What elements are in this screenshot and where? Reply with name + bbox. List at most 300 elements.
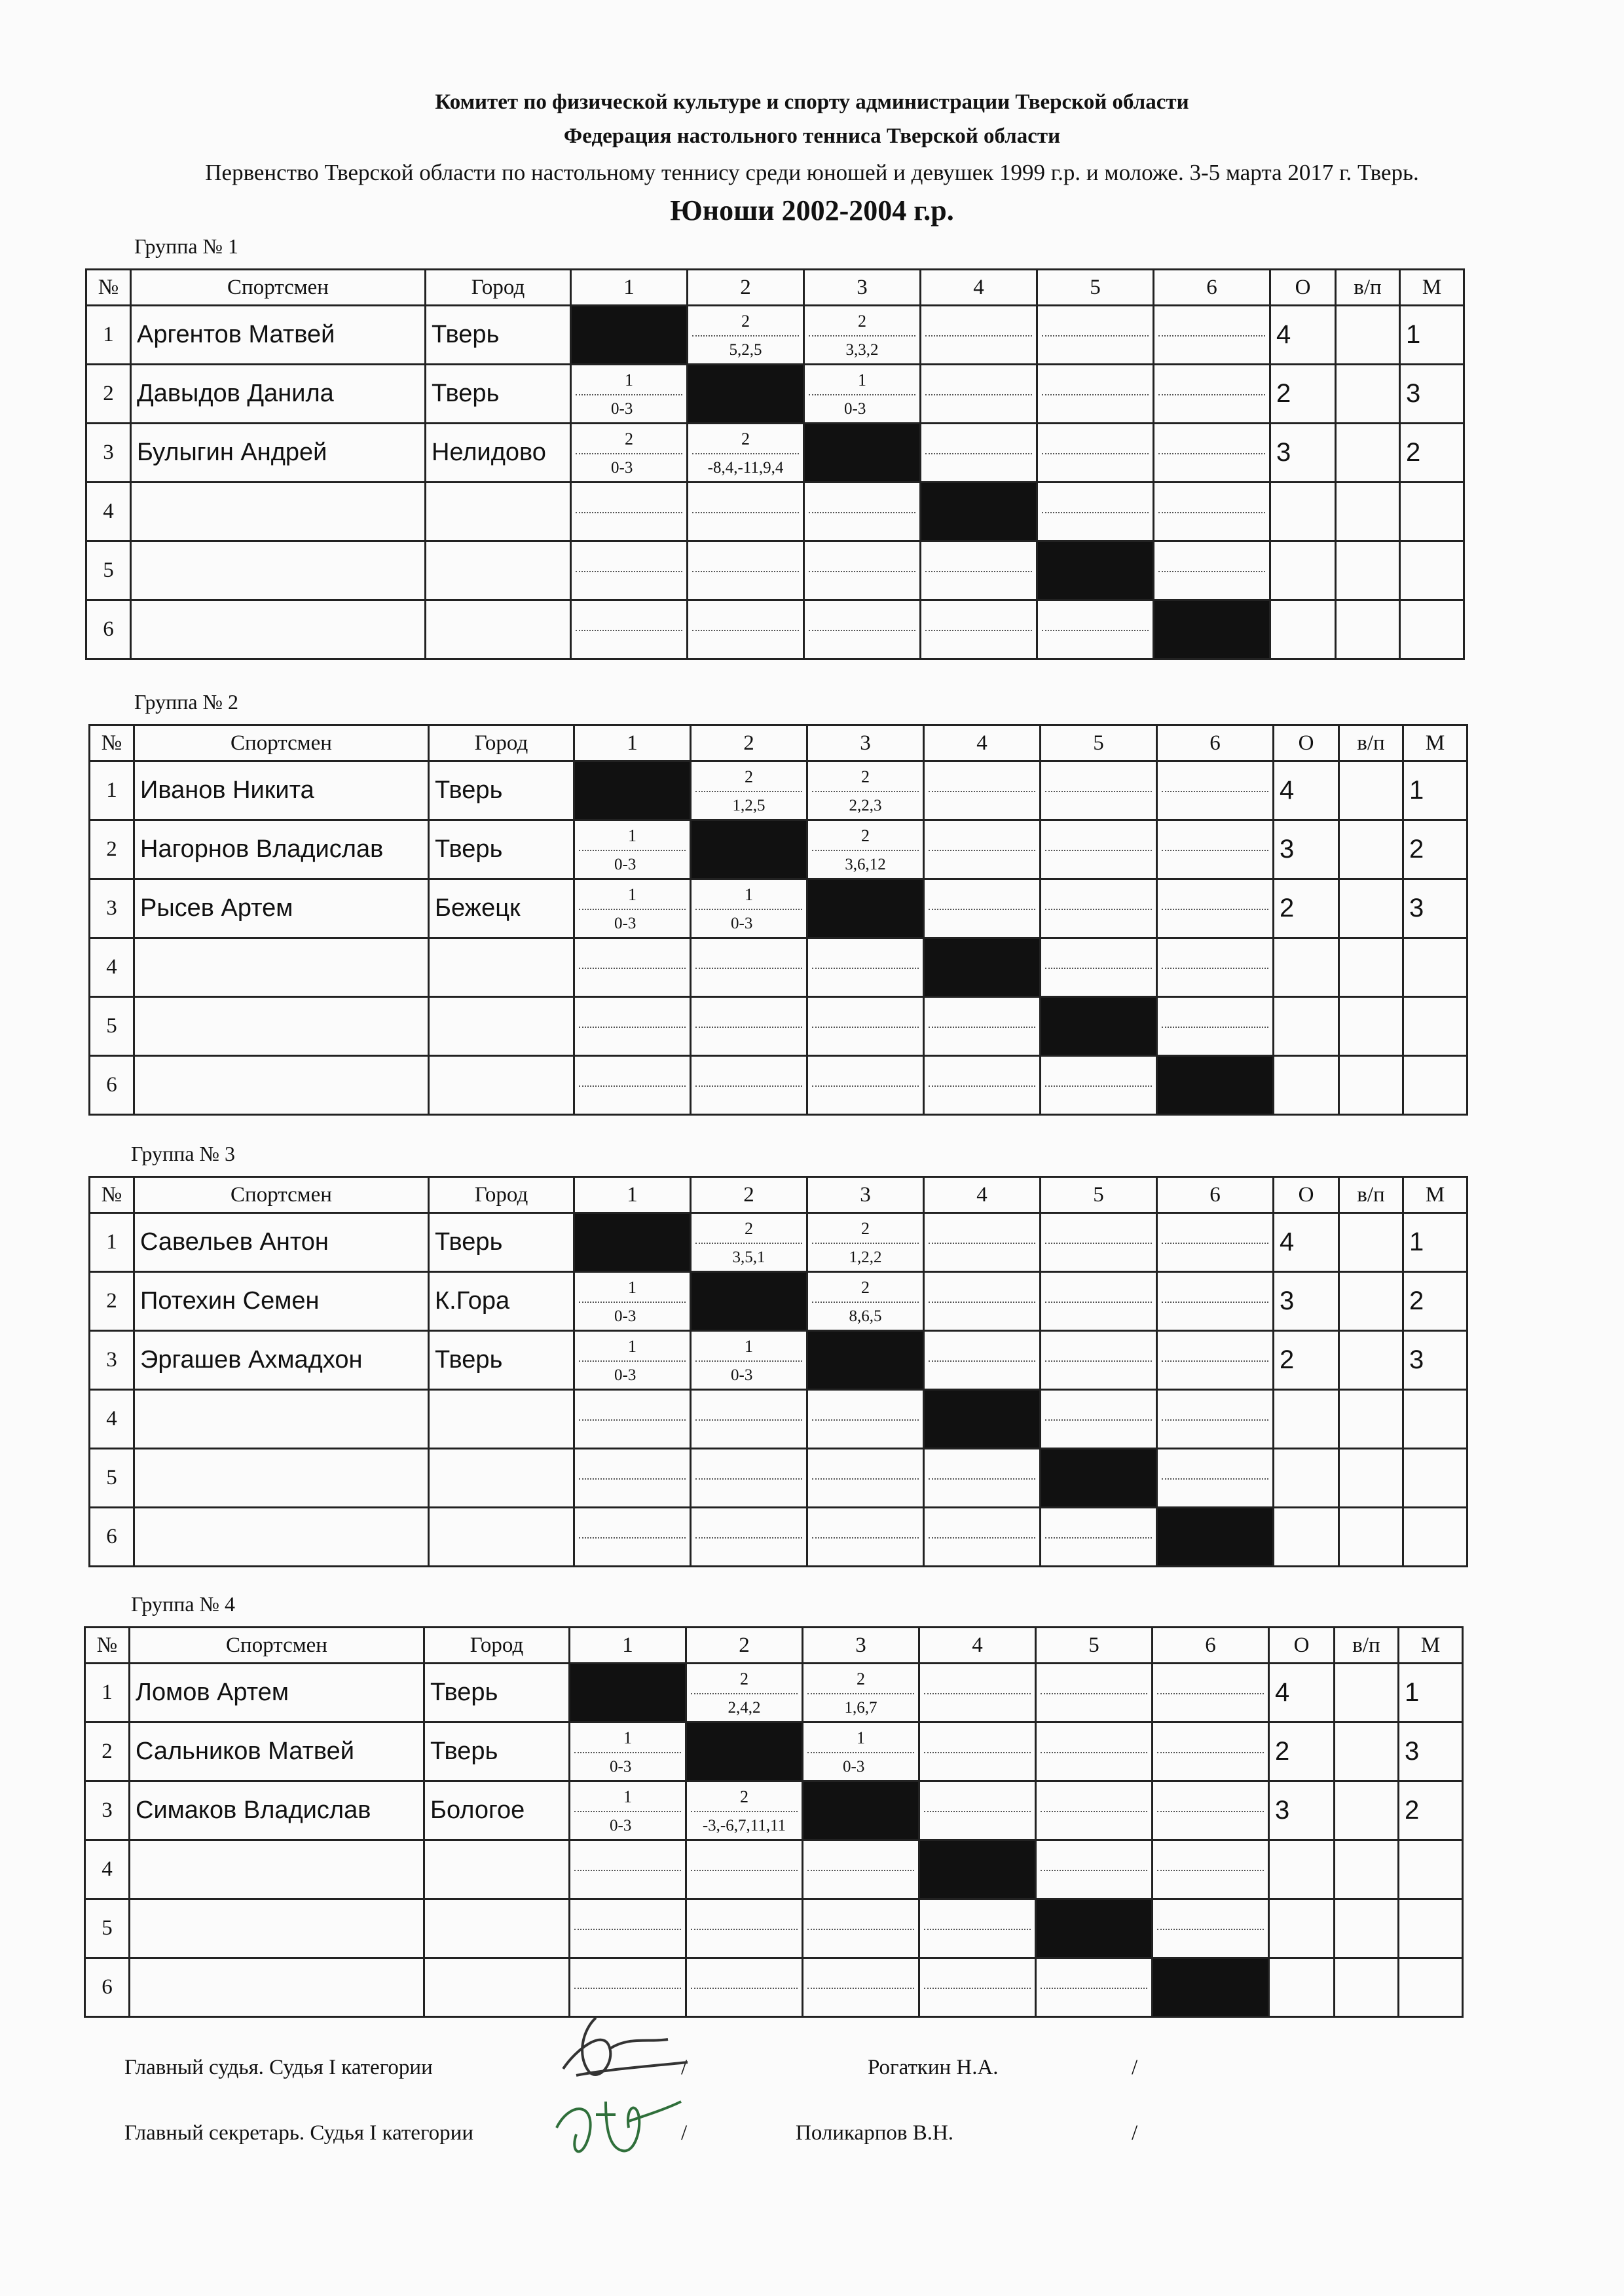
total-points: 3: [1274, 820, 1339, 879]
column-header-c2: 2: [691, 1177, 807, 1213]
column-header-c1: 1: [570, 1628, 686, 1664]
score-divider: [574, 1752, 681, 1753]
score-divider: [807, 1988, 914, 1989]
match-score-cell: [691, 1449, 807, 1508]
score-divider: [1045, 1360, 1152, 1362]
score-divider: [1157, 1752, 1264, 1753]
column-header-points: О: [1274, 1177, 1339, 1213]
total-points: 4: [1274, 761, 1339, 820]
table-header-row: [90, 1177, 1467, 1213]
athlete-city: [426, 483, 571, 541]
score-divider: [1045, 791, 1152, 792]
column-header-c5: 5: [1041, 1177, 1157, 1213]
final-place: [1400, 483, 1464, 541]
column-header-c5: 5: [1041, 725, 1157, 761]
match-score-cell: [803, 1722, 919, 1781]
total-points: [1274, 938, 1339, 997]
table-row: [86, 424, 1464, 483]
score-divider: [812, 1302, 919, 1303]
final-place: 3: [1399, 1722, 1463, 1781]
diagonal-blocked-cell: [1154, 600, 1270, 659]
total-points: [1270, 600, 1336, 659]
match-score-cell: [1041, 1508, 1157, 1567]
score-divider: [1162, 1302, 1268, 1303]
athlete-city: [424, 1899, 570, 1958]
federation-title: Федерация настольного тенниса Тверской области: [563, 124, 1061, 148]
athlete-city: Тверь: [429, 820, 574, 879]
score-divider: [1158, 394, 1265, 395]
match-score-cell: [921, 306, 1037, 365]
total-points: 4: [1270, 306, 1336, 365]
score-divider: [1162, 968, 1268, 969]
match-score-cell: [1041, 1272, 1157, 1331]
final-place: 2: [1403, 1272, 1467, 1331]
match-score-cell: [1041, 761, 1157, 820]
athlete-city: Тверь: [429, 1331, 574, 1390]
total-points: 2: [1274, 879, 1339, 938]
match-set-scores: 2,4,2: [728, 1699, 761, 1717]
score-divider: [1162, 850, 1268, 851]
total-points: 2: [1274, 1331, 1339, 1390]
athlete-name: [130, 1840, 424, 1899]
match-score-cell: [691, 879, 807, 938]
match-score-cell: [1036, 1722, 1153, 1781]
match-score-cell: [924, 1213, 1041, 1272]
match-score-cell: [803, 1899, 919, 1958]
column-header-c6: 6: [1157, 1177, 1274, 1213]
match-score-cell: [807, 1056, 924, 1115]
score-divider: [695, 1419, 802, 1421]
score-divider: [809, 512, 915, 513]
match-set-scores: 0-3: [610, 1758, 632, 1776]
match-score-cell: [1037, 306, 1154, 365]
score-divider: [929, 1537, 1035, 1539]
final-place: 2: [1400, 424, 1464, 483]
athlete-name: [134, 1056, 429, 1115]
match-points: 1: [628, 826, 637, 845]
match-points: 2: [857, 1669, 865, 1688]
score-divider: [812, 850, 919, 851]
athlete-city: [424, 1958, 570, 2017]
final-place: 2: [1399, 1781, 1463, 1840]
diagonal-blocked-cell: [807, 879, 924, 938]
total-points: [1269, 1840, 1335, 1899]
column-header-c2: 2: [686, 1628, 803, 1664]
table-row: [85, 1722, 1463, 1781]
match-points: 2: [745, 767, 753, 786]
athlete-name: [131, 541, 426, 600]
match-score-cell: [570, 1899, 686, 1958]
match-points: 1: [623, 1728, 632, 1747]
athlete-city: [426, 600, 571, 659]
athlete-city: Тверь: [426, 306, 571, 365]
match-points: 1: [628, 1337, 637, 1356]
column-header-c3: 3: [807, 725, 924, 761]
match-score-cell: [570, 1781, 686, 1840]
table-row: [85, 1958, 1463, 2017]
diagonal-blocked-cell: [570, 1664, 686, 1722]
row-number: 6: [90, 1508, 134, 1567]
score-divider: [929, 1478, 1035, 1480]
score-divider: [812, 1085, 919, 1087]
match-score-cell: [1157, 761, 1274, 820]
score-divider: [691, 1811, 798, 1812]
match-score-cell: [807, 761, 924, 820]
win-loss: [1336, 483, 1400, 541]
score-divider: [692, 453, 799, 454]
match-score-cell: [803, 1958, 919, 2017]
match-score-cell: [1036, 1840, 1153, 1899]
match-score-cell: [1157, 1449, 1274, 1508]
match-score-cell: [570, 1722, 686, 1781]
match-set-scores: 0-3: [614, 1366, 637, 1384]
table-header-row: [86, 270, 1464, 306]
score-divider: [1041, 1811, 1147, 1812]
match-score-cell: [1041, 1213, 1157, 1272]
match-set-scores: 3,6,12: [845, 856, 886, 873]
column-header-c4: 4: [919, 1628, 1036, 1664]
match-score-cell: [803, 1664, 919, 1722]
judge-signature: [537, 2010, 707, 2082]
match-score-cell: [688, 541, 804, 600]
match-score-cell: [570, 1958, 686, 2017]
match-score-cell: [804, 483, 921, 541]
total-points: 3: [1270, 424, 1336, 483]
score-divider: [1158, 335, 1265, 337]
score-divider: [579, 850, 686, 851]
total-points: 4: [1269, 1664, 1335, 1722]
row-number: 4: [90, 1390, 134, 1449]
match-score-cell: [1153, 1722, 1269, 1781]
score-divider: [1162, 1478, 1268, 1480]
match-points: 2: [861, 1278, 870, 1297]
athlete-city: [429, 997, 574, 1056]
table-row: [90, 1390, 1467, 1449]
match-set-scores: 2,2,3: [849, 797, 882, 814]
table-row: [86, 541, 1464, 600]
match-score-cell: [691, 1056, 807, 1115]
match-score-cell: [570, 1840, 686, 1899]
match-points: 2: [858, 312, 866, 331]
score-divider: [692, 512, 799, 513]
score-divider: [579, 1302, 686, 1303]
match-score-cell: [574, 1390, 691, 1449]
score-divider: [1042, 453, 1149, 454]
match-set-scores: 0-3: [614, 915, 637, 932]
match-score-cell: [924, 1449, 1041, 1508]
match-score-cell: [574, 879, 691, 938]
column-header-points: О: [1270, 270, 1336, 306]
match-score-cell: [924, 1056, 1041, 1115]
match-score-cell: [1041, 1390, 1157, 1449]
column-header-c2: 2: [688, 270, 804, 306]
match-set-scores: -8,4,-11,9,4: [707, 459, 784, 477]
match-score-cell: [1037, 600, 1154, 659]
athlete-city: [424, 1840, 570, 1899]
match-points: 1: [628, 1278, 637, 1297]
match-set-scores: 1,2,5: [732, 797, 766, 814]
column-header-no: №: [86, 270, 131, 306]
match-set-scores: 0-3: [611, 459, 633, 477]
score-divider: [691, 1988, 798, 1989]
column-header-c1: 1: [574, 1177, 691, 1213]
match-score-cell: [1153, 1840, 1269, 1899]
athlete-name: Булыгин Андрей: [131, 424, 426, 483]
match-points: 2: [740, 1669, 748, 1688]
match-score-cell: [574, 1449, 691, 1508]
match-set-scores: 8,6,5: [849, 1307, 882, 1325]
win-loss: [1339, 761, 1403, 820]
total-points: [1274, 997, 1339, 1056]
match-score-cell: [807, 1449, 924, 1508]
score-divider: [929, 850, 1035, 851]
score-divider: [692, 571, 799, 572]
event-description: Первенство Тверской области по настольному теннису среди юношей и девушек 1999 г.р. и моложе. 3-5 марта 2017 г. Тверь.: [205, 160, 1419, 185]
score-divider: [1045, 1419, 1152, 1421]
score-divider: [929, 791, 1035, 792]
column-header-athlete: Спортсмен: [130, 1628, 424, 1664]
match-score-cell: [1154, 424, 1270, 483]
match-score-cell: [807, 1213, 924, 1272]
table-row: [85, 1840, 1463, 1899]
athlete-name: [131, 600, 426, 659]
athlete-name: Нагорнов Владислав: [134, 820, 429, 879]
column-header-no: №: [85, 1628, 130, 1664]
match-score-cell: [686, 1899, 803, 1958]
athlete-name: Иванов Никита: [134, 761, 429, 820]
table-row: [86, 600, 1464, 659]
score-divider: [692, 630, 799, 631]
column-header-athlete: Спортсмен: [134, 725, 429, 761]
score-divider: [1041, 1693, 1147, 1694]
score-divider: [579, 1419, 686, 1421]
score-divider: [1162, 791, 1268, 792]
match-score-cell: [1153, 1781, 1269, 1840]
column-header-city: Город: [426, 270, 571, 306]
match-set-scores: 0-3: [844, 400, 866, 418]
match-score-cell: [574, 1056, 691, 1115]
group-table: [88, 1176, 1468, 1567]
row-number: 4: [85, 1840, 130, 1899]
table-row: [86, 306, 1464, 365]
match-points: 1: [745, 1337, 753, 1356]
score-divider: [812, 1419, 919, 1421]
match-set-scores: 3,5,1: [732, 1248, 766, 1266]
athlete-name: [134, 1508, 429, 1567]
athlete-name: [131, 483, 426, 541]
column-header-wl: в/п: [1336, 270, 1400, 306]
table-row: [90, 761, 1467, 820]
diagonal-blocked-cell: [688, 365, 804, 424]
row-number: 6: [85, 1958, 130, 2017]
score-divider: [691, 1870, 798, 1871]
final-place: [1399, 1840, 1463, 1899]
diagonal-blocked-cell: [807, 1331, 924, 1390]
score-divider: [812, 1243, 919, 1244]
score-divider: [576, 512, 682, 513]
match-score-cell: [688, 483, 804, 541]
row-number: 6: [86, 600, 131, 659]
athlete-name: Давыдов Данила: [131, 365, 426, 424]
final-place: [1403, 1056, 1467, 1115]
win-loss: [1335, 1840, 1399, 1899]
score-divider: [1045, 1243, 1152, 1244]
score-divider: [574, 1988, 681, 1989]
match-score-cell: [1036, 1958, 1153, 2017]
committee-title: Комитет по физической культуре и спорту администрации Тверской области: [435, 90, 1189, 114]
diagonal-blocked-cell: [921, 483, 1037, 541]
diagonal-blocked-cell: [1157, 1056, 1274, 1115]
score-divider: [929, 1027, 1035, 1028]
match-score-cell: [1041, 820, 1157, 879]
match-score-cell: [1157, 820, 1274, 879]
diagonal-blocked-cell: [919, 1840, 1036, 1899]
win-loss: [1339, 1331, 1403, 1390]
score-divider: [1157, 1693, 1264, 1694]
win-loss: [1335, 1722, 1399, 1781]
score-divider: [1162, 1419, 1268, 1421]
match-points: 1: [858, 371, 866, 390]
score-divider: [1042, 335, 1149, 337]
match-score-cell: [1154, 306, 1270, 365]
match-points: 2: [861, 826, 870, 845]
table-row: [90, 1272, 1467, 1331]
score-divider: [929, 1302, 1035, 1303]
score-divider: [1045, 1302, 1152, 1303]
table-header-row: [90, 725, 1467, 761]
match-score-cell: [1157, 938, 1274, 997]
win-loss: [1339, 938, 1403, 997]
row-number: 3: [90, 1331, 134, 1390]
diagonal-blocked-cell: [691, 1272, 807, 1331]
chief-judge-end: /: [1132, 2056, 1138, 2079]
score-divider: [1162, 1243, 1268, 1244]
diagonal-blocked-cell: [686, 1722, 803, 1781]
match-score-cell: [919, 1722, 1036, 1781]
win-loss: [1339, 820, 1403, 879]
row-number: 5: [90, 1449, 134, 1508]
match-score-cell: [1157, 1213, 1274, 1272]
score-divider: [1041, 1752, 1147, 1753]
chief-judge-separator: /: [681, 2056, 688, 2079]
score-divider: [576, 630, 682, 631]
athlete-city: [429, 1508, 574, 1567]
column-header-no: №: [90, 725, 134, 761]
match-score-cell: [1157, 1390, 1274, 1449]
score-divider: [929, 1085, 1035, 1087]
win-loss: [1339, 1390, 1403, 1449]
match-score-cell: [924, 997, 1041, 1056]
win-loss: [1336, 306, 1400, 365]
total-points: 4: [1274, 1213, 1339, 1272]
score-divider: [1045, 909, 1152, 910]
row-number: 2: [86, 365, 131, 424]
match-set-scores: 0-3: [731, 915, 753, 932]
match-set-scores: 0-3: [611, 400, 633, 418]
score-divider: [695, 1478, 802, 1480]
diagonal-blocked-cell: [571, 306, 688, 365]
column-header-c4: 4: [921, 270, 1037, 306]
column-header-c3: 3: [807, 1177, 924, 1213]
match-score-cell: [804, 600, 921, 659]
final-place: [1403, 1508, 1467, 1567]
score-divider: [924, 1752, 1031, 1753]
athlete-city: Тверь: [424, 1664, 570, 1722]
match-score-cell: [1157, 1331, 1274, 1390]
chief-judge-label: Главный судья. Судья I категории: [124, 2056, 433, 2079]
group-table: [88, 724, 1468, 1116]
chief-secretary-name: Поликарпов В.Н.: [796, 2121, 954, 2145]
score-divider: [695, 1537, 802, 1539]
match-score-cell: [919, 1664, 1036, 1722]
diagonal-blocked-cell: [574, 1213, 691, 1272]
table-row: [90, 1508, 1467, 1567]
score-divider: [925, 453, 1032, 454]
athlete-name: [134, 1390, 429, 1449]
column-header-c1: 1: [571, 270, 688, 306]
final-place: 1: [1400, 306, 1464, 365]
table-row: [85, 1781, 1463, 1840]
match-score-cell: [924, 820, 1041, 879]
final-place: [1403, 938, 1467, 997]
score-divider: [1041, 1870, 1147, 1871]
match-score-cell: [924, 1508, 1041, 1567]
match-score-cell: [807, 1508, 924, 1567]
score-divider: [1158, 453, 1265, 454]
diagonal-blocked-cell: [1041, 997, 1157, 1056]
score-divider: [695, 1027, 802, 1028]
match-points: 1: [623, 1787, 632, 1806]
match-score-cell: [574, 1508, 691, 1567]
score-divider: [574, 1811, 681, 1812]
table-row: [85, 1664, 1463, 1722]
win-loss: [1339, 1213, 1403, 1272]
athlete-name: [134, 997, 429, 1056]
column-header-c6: 6: [1157, 725, 1274, 761]
total-points: [1269, 1899, 1335, 1958]
match-score-cell: [688, 600, 804, 659]
match-set-scores: 5,2,5: [729, 341, 762, 359]
score-divider: [929, 1243, 1035, 1244]
group-title: Группа № 4: [131, 1592, 236, 1616]
athlete-city: Нелидово: [426, 424, 571, 483]
score-divider: [812, 1537, 919, 1539]
athlete-name: Эргашев Ахмадхон: [134, 1331, 429, 1390]
diagonal-blocked-cell: [924, 938, 1041, 997]
total-points: [1274, 1508, 1339, 1567]
score-divider: [809, 394, 915, 395]
row-number: 5: [86, 541, 131, 600]
column-header-place: М: [1399, 1628, 1463, 1664]
match-score-cell: [1153, 1664, 1269, 1722]
score-divider: [925, 335, 1032, 337]
final-place: [1399, 1899, 1463, 1958]
athlete-name: Симаков Владислав: [130, 1781, 424, 1840]
table-row: [85, 1899, 1463, 1958]
group-title: Группа № 1: [134, 234, 239, 258]
column-header-city: Город: [424, 1628, 570, 1664]
row-number: 2: [85, 1722, 130, 1781]
score-divider: [924, 1988, 1031, 1989]
match-score-cell: [919, 1781, 1036, 1840]
match-points: 2: [741, 429, 750, 448]
score-divider: [574, 1870, 681, 1871]
match-score-cell: [1153, 1899, 1269, 1958]
score-divider: [695, 791, 802, 792]
match-score-cell: [924, 1331, 1041, 1390]
win-loss: [1335, 1664, 1399, 1722]
match-points: 1: [628, 885, 637, 904]
